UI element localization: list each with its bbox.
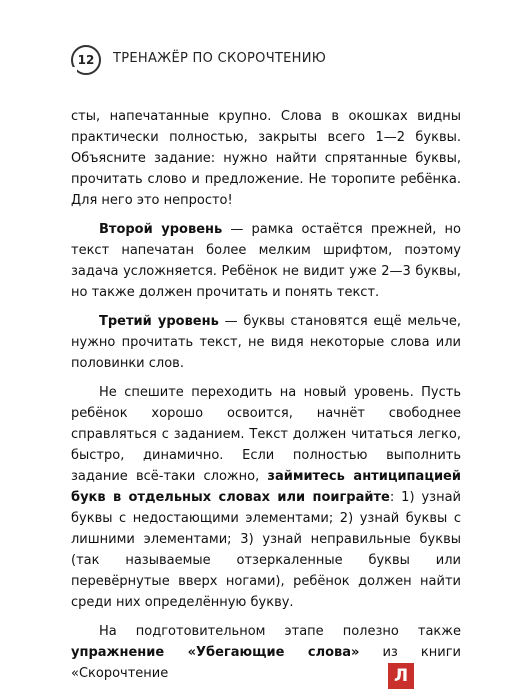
paragraph-text: сты, напечатанные крупно. Слова в окошках видны практически полностью, закрыты всего 1—2 буквы. Объясните задание: нужно найти спрятанные буквы, прочитать слово и предложение. Не торопите ребёнка. Для него это непросто!	[71, 109, 461, 208]
paragraph-text: — буквы становятся ещё мельче, нужно прочитать текст, не видя некоторые слова или половинки слов.	[71, 314, 462, 371]
paragraph-lead-bold: Второй уровень	[99, 222, 223, 237]
paragraph-continued	[71, 106, 461, 211]
running-title: ТРЕНАЖЁР ПО СКОРОЧТЕНИЮ	[113, 51, 327, 66]
paragraph-text: На подготовительном этапе полезно также	[99, 624, 461, 639]
page-header	[71, 45, 501, 77]
paragraph-level-two	[71, 219, 461, 303]
paragraph-text: : 1) узнай буквы с недостающими элементами; 2) узнай буквы с лишними элементами; 3) узнай неправильные буквы (так называемые отзеркаленные буквы или перевёрнутые вверх ногами), ребёнок должен найти среди них определённую букву.	[71, 490, 461, 610]
paragraph-emphasis-bold: упражнение «Убегающие слова»	[71, 645, 360, 660]
body-text	[71, 106, 461, 692]
paragraph-text: из книги «Скорочтение	[71, 645, 461, 681]
paragraph-advice	[71, 382, 461, 613]
publisher-logo-icon: Л	[388, 663, 414, 689]
page-number-badge: 12	[71, 45, 101, 75]
paragraph-emphasis-bold: займитесь антиципацией букв в отдельных словах или поиграйте	[71, 469, 461, 505]
paragraph-text: Не спешите переходить на новый уровень. Пусть ребёнок хорошо освоится, начнёт свободнее справляться с заданием. Текст должен читаться легко, быстро, динамично. Если полностью выполнить задание всё-таки сложно,	[71, 385, 461, 484]
paragraph-lead-bold: Третий уровень	[99, 314, 219, 329]
paragraph-level-three	[71, 311, 461, 374]
paragraph-text: — рамка остаётся прежней, но текст напечатан более мелким шрифтом, поэтому задача усложняется. Ребёнок не видит уже 2—3 буквы, но также должен прочитать и понять текст.	[71, 222, 462, 300]
